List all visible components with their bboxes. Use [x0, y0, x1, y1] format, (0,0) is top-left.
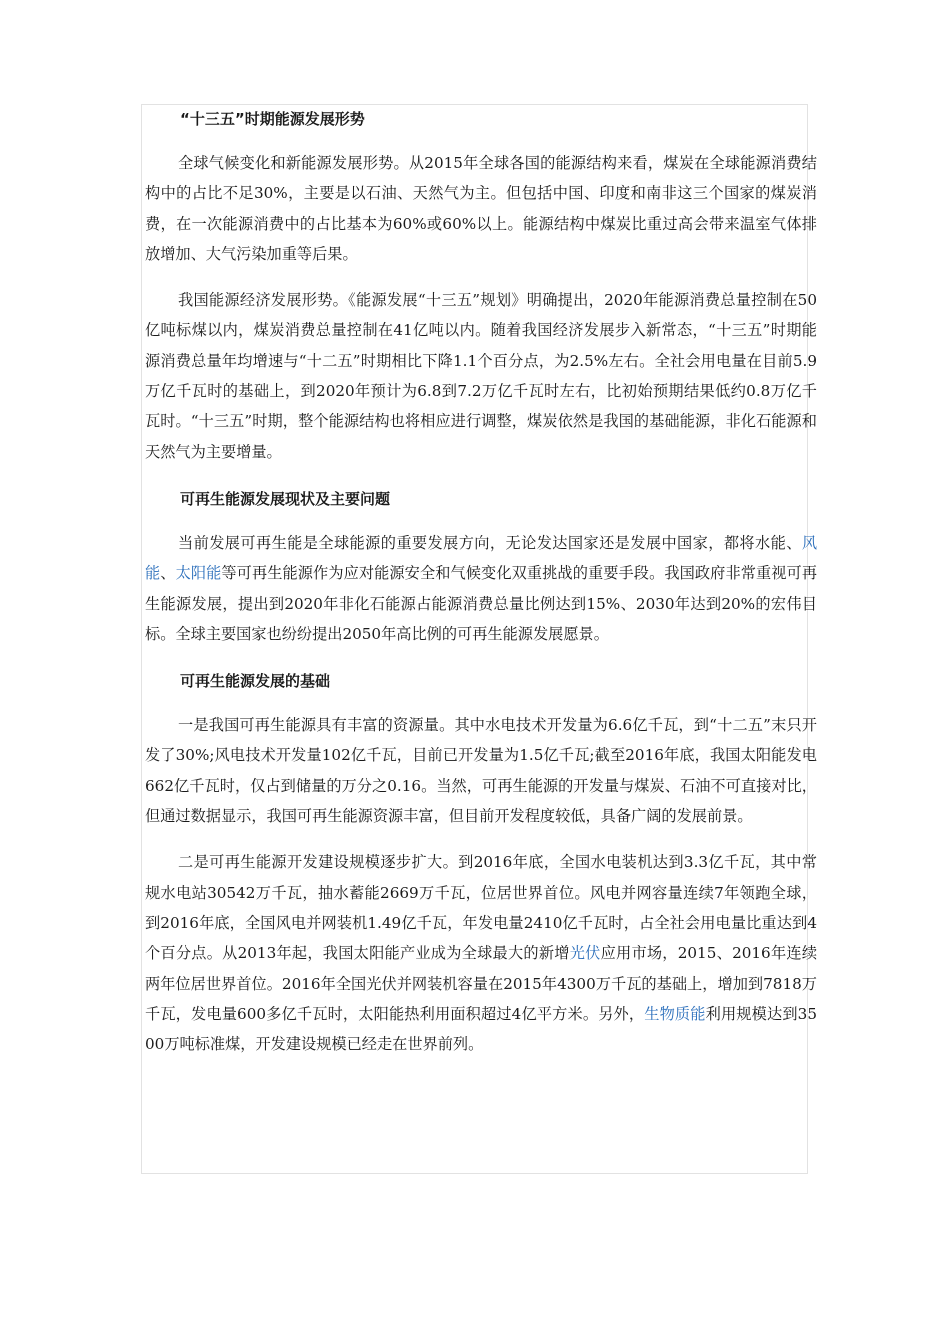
link-photovoltaic[interactable]: 光伏	[569, 944, 601, 963]
section-heading-energy-situation: “十三五”时期能源发展形势	[180, 110, 365, 128]
paragraph-global-climate: 全球气候变化和新能源发展形势。从2015年全球各国的能源结构来看，煤炭在全球能源消费结构中的占比不足30%，主要是以石油、天然气为主。但包括中国、印度和南非这三个国家的煤炭消费，在一次能源消费中的占比基本为60%或60%以上。能源结构中煤炭比重过高会带来温室气体排放增加、大气污染加重等后果。	[145, 154, 817, 263]
paragraph-text: 二是可再生能源开发建设规模逐步扩大。到2016年底，全国水电装机达到3.3亿千瓦，其中常规水电站30542万千瓦，抽水蓄能2669万千瓦，位居世界首位。风电并网容量连续7年领跑全球，到2016年底，全国风电并网装机1.49亿千瓦，年发电量2410亿千瓦时，占全社会用电量比重达到4个百分点。从2013年起，我国太阳能产业成为全球最大的新增	[145, 853, 817, 963]
paragraph-domestic-economy: 我国能源经济发展形势。《能源发展“十三五”规划》明确提出，2020年能源消费总量控制在50亿吨标煤以内，煤炭消费总量控制在41亿吨以内。随着我国经济发展步入新常态，“十三五”时期能源消费总量年均增速与“十二五”时期相比下降1.1个百分点，为2.5%左右。全社会用电量在目前5.9万亿千瓦时的基础上，到2020年预计为6.8到7.2万亿千瓦时左右，比初始预期结果低约0.8万亿千瓦时。“十三五”时期，整个能源结构也将相应进行调整，煤炭依然是我国的基础能源，非化石能源和天然气为主要增量。	[145, 291, 817, 461]
section-heading-renewable-basis: 可再生能源发展的基础	[180, 672, 331, 691]
paragraph-scale-expansion	[145, 847, 817, 1059]
paragraph-text: 当前发展可再生能是全球能源的重要发展方向，无论发达国家还是发展中国家，都将水能、	[178, 533, 802, 552]
paragraph-text: 利用规模达到3500万吨标准煤，开发建设规模已经走在世界前列。	[145, 1004, 818, 1054]
paragraph-resource-volume: 一是我国可再生能源具有丰富的资源量。其中水电技术开发量为6.6亿千瓦，到“十二五”末只开发了30%;风电技术开发量102亿千瓦，目前已开发量为1.5亿千瓦;截至2016年底，我国太阳能发电662亿千瓦时，仅占到储量的万分之0.16。当然，可再生能源的开发量与煤炭、石油不可直接对比，但通过数据显示，我国可再生能源资源丰富，但目前开发程度较低，具备广阔的发展前景。	[145, 716, 817, 826]
article-body	[145, 104, 817, 1059]
link-wind-energy[interactable]: 风能	[145, 533, 817, 583]
link-solar-energy[interactable]: 太阳能	[175, 564, 222, 583]
paragraph-renewable-direction	[145, 528, 817, 649]
section-heading-renewable-status: 可再生能源发展现状及主要问题	[180, 489, 391, 508]
paragraph-text: 应用市场，2015、2016年连续两年位居世界首位。2016年全国光伏并网装机容量在2015年4300万千瓦的基础上，增加到7818万千瓦，发电量600多亿千瓦时，太阳能热利用面积超过4亿平方米。另外，	[145, 944, 818, 1023]
paragraph-text: 、	[160, 564, 176, 583]
paragraph-text: 等可再生能源作为应对能源安全和气候变化双重挑战的重要手段。我国政府非常重视可再生能源发展，提出到2020年非化石能源占能源消费总量比例达到15%、2030年达到20%的宏伟目标。全球主要国家也纷纷提出2050年高比例的可再生能源发展愿景。	[145, 564, 818, 643]
link-biomass-energy[interactable]: 生物质能	[644, 1004, 706, 1023]
